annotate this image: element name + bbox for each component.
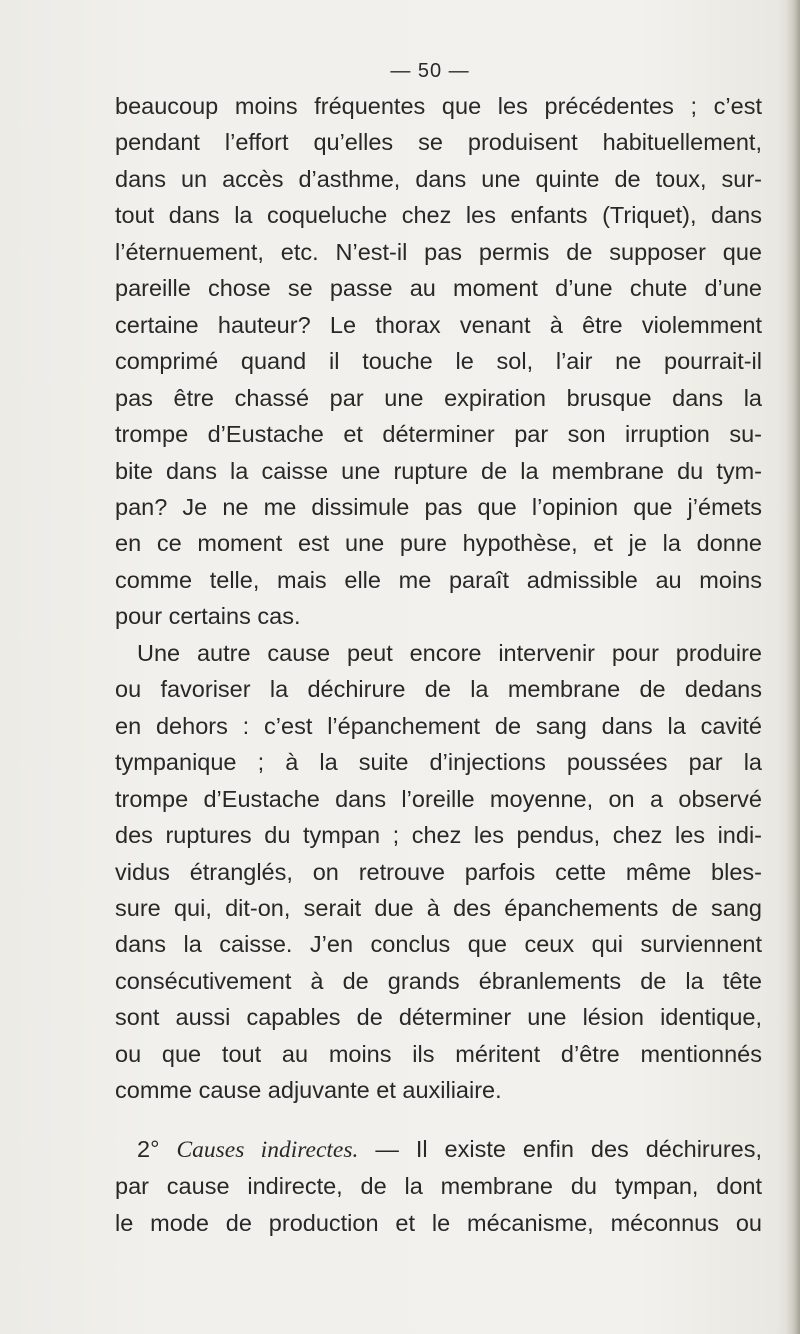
text-line: sont aussi capables de déterminer une lésion identique, — [115, 1004, 762, 1031]
section-number: 2° — [137, 1135, 160, 1162]
text-line: ou favoriser la déchirure de la membrane de dedans — [115, 676, 762, 703]
text-line: comprimé quand il touche le sol, l’air ne pourrait-il — [115, 348, 762, 375]
text-line: dans un accès d’asthme, dans une quinte de toux, sur- — [115, 165, 762, 192]
text-line: pas être chassé par une expiration brusque dans la — [115, 384, 762, 411]
page-edge-shadow — [786, 0, 800, 1334]
text-line: trompe d’Eustache et déterminer par son irruption su- — [115, 421, 762, 448]
text-line: pendant l’effort qu’elles se produisent habituellement, — [115, 129, 762, 156]
text-line: en dehors : c’est l’épanchement de sang dans la cavité — [115, 712, 762, 739]
text-line: bite dans la caisse une rupture de la membrane du tym- — [115, 457, 762, 484]
body-text — [115, 88, 762, 1241]
text-line: des ruptures du tympan ; chez les pendus, chez les indi- — [115, 822, 762, 849]
page-number: — 50 — — [390, 60, 470, 82]
text-line: trompe d’Eustache dans l’oreille moyenne, on a observé — [115, 785, 762, 812]
text-line: consécutivement à de grands ébranlements de la tête — [115, 967, 762, 994]
text-line: tout dans la coqueluche chez les enfants (Triquet), dans — [115, 202, 762, 229]
section-spacer — [115, 1109, 762, 1131]
text-line: par cause indirecte, de la membrane du tympan, dont — [115, 1173, 762, 1200]
text-line: dans la caisse. J’en conclus que ceux qui surviennent — [115, 931, 762, 958]
text-line: Une autre cause peut encore intervenir pour produire — [137, 639, 762, 666]
text-line: pareille chose se passe au moment d’une chute d’une — [115, 275, 762, 302]
paragraph-2 — [115, 635, 762, 1109]
text-line: pan? Je ne me dissimule pas que l’opinion que j’émets — [115, 493, 762, 520]
text-line: beaucoup moins fréquentes que les précédentes ; c’est — [115, 93, 762, 119]
section-title: Causes indirectes. — [176, 1136, 359, 1163]
text-line: le mode de production et le mécanisme, méconnus ou — [115, 1209, 762, 1236]
text-line: pour certains cas. — [115, 603, 301, 630]
section-2 — [115, 1131, 762, 1241]
text-line: comme telle, mais elle me paraît admissible au moins — [115, 566, 762, 593]
text-line: vidus étranglés, on retrouve parfois cette même bles- — [115, 858, 762, 885]
text-line: sure qui, dit-on, serait due à des épanchements de sang — [115, 894, 762, 921]
section-first-line-text: — Il existe enfin des déchirures, — [358, 1135, 762, 1162]
paragraph-1 — [115, 88, 762, 635]
section-heading-line — [115, 1131, 762, 1168]
text-line: ou que tout au moins ils méritent d’être mentionnés — [115, 1040, 762, 1067]
text-line: l’éternuement, etc. N’est-il pas permis de supposer que — [115, 238, 762, 265]
text-line: certaine hauteur? Le thorax venant à être violemment — [115, 311, 762, 338]
text-line: tympanique ; à la suite d’injections poussées par la — [115, 749, 762, 776]
text-line: comme cause adjuvante et auxiliaire. — [115, 1077, 502, 1104]
text-line: en ce moment est une pure hypothèse, et je la donne — [115, 530, 762, 557]
